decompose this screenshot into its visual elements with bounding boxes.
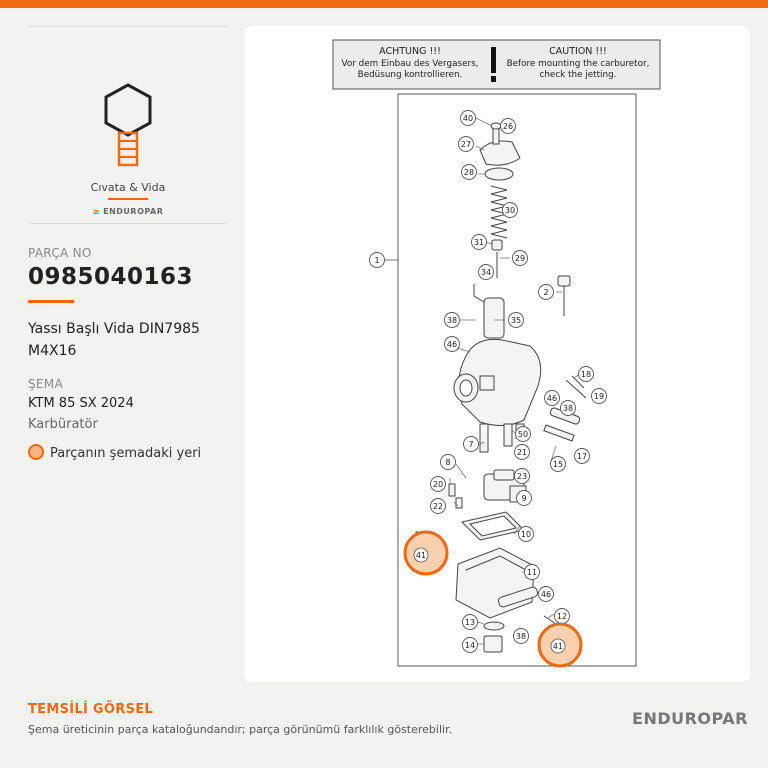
diagram-panel [244,26,750,682]
callout-label: 12 [556,612,568,621]
warning-left-line2: Bedüsung kontrollieren. [357,70,463,80]
footer-disclaimer: Şema üreticinin parça kataloğundandır; parça görünümü farklılık gösterebilir. [28,723,453,736]
highlight-label: 41 [415,551,427,560]
callout-label: 31 [473,238,485,247]
callout-label: 17 [576,452,588,461]
callout-label: 2 [543,288,549,297]
exploded-diagram [244,26,750,682]
callout-label: 29 [514,254,526,263]
part-number: 0985040163 [28,264,194,290]
callout-label: 38 [515,632,527,641]
callout-label: 38 [562,404,574,413]
exclamation-icon [491,47,496,73]
highlight-label: 41 [552,642,564,651]
callout-label: 30 [504,206,516,215]
footer-brand-logo: ENDUROPAR [632,709,748,728]
category-label: Cıvata & Vida [90,181,166,194]
callout-label: 26 [502,122,514,131]
callout-label: 27 [460,140,472,149]
callout-label: 46 [446,340,458,349]
callout-label: 40 [462,114,474,123]
warning-right-title: CAUTION !!! [549,46,607,57]
top-accent-bar [0,0,768,8]
callout-label: 21 [516,448,528,457]
warning-right-line1: Before mounting the carburetor, [506,59,650,69]
bolt-icon [98,83,158,173]
schema-model: KTM 85 SX 2024 [28,396,134,411]
footer-title: TEMSİLİ GÖRSEL [28,702,153,717]
callout-label: 22 [432,502,444,511]
warning-left-title: ACHTUNG !!! [379,46,441,57]
callout-label: 11 [526,568,538,577]
callout-label: 46 [546,394,558,403]
part-no-label: PARÇA NO [28,246,92,260]
mini-brand-text: ENDUROPAR [103,207,164,216]
schema-label: ŞEMA [28,377,63,391]
callout-label: 18 [580,370,592,379]
carburetor-drawing [416,123,586,652]
warning-left-line1: Vor dem Einbau des Vergasers, [341,59,479,69]
callout-label: 38 [446,316,458,325]
callout-label: 46 [540,590,552,599]
callout-label: 9 [521,494,527,503]
schema-group: Karbüratör [28,417,98,432]
callout-label: 50 [517,430,529,439]
callout-label: 28 [463,168,475,177]
legend-text: Parçanın şemadaki yeri [50,446,202,461]
part-number-underline [28,300,74,303]
mini-brand-logo [28,207,228,216]
callout-label: 15 [552,460,564,469]
callout-label: 10 [520,530,532,539]
callout-label: 34 [480,268,492,277]
part-name: Yassı Başlı Vida DIN7985 M4X16 [28,321,200,359]
callout-label: 7 [468,440,474,449]
highlight-41-left [405,532,447,574]
callout-label: 35 [510,316,522,325]
callout-label: 8 [445,458,451,467]
callout-label: 23 [516,472,528,481]
category-underline [108,198,148,200]
category-card [28,26,228,224]
brand-mark-icon: ≥ [92,207,104,216]
legend [28,444,201,461]
warning-right-line2: check the jetting. [539,70,617,80]
highlight-dot-icon [28,444,44,460]
callout-label: 1 [374,256,380,265]
callout-label: 19 [593,392,605,401]
callout-label: 14 [464,641,476,650]
warning-box [333,40,660,89]
highlight-41-right [539,624,581,666]
callout-label: 13 [464,618,476,627]
callout-label: 20 [432,480,444,489]
